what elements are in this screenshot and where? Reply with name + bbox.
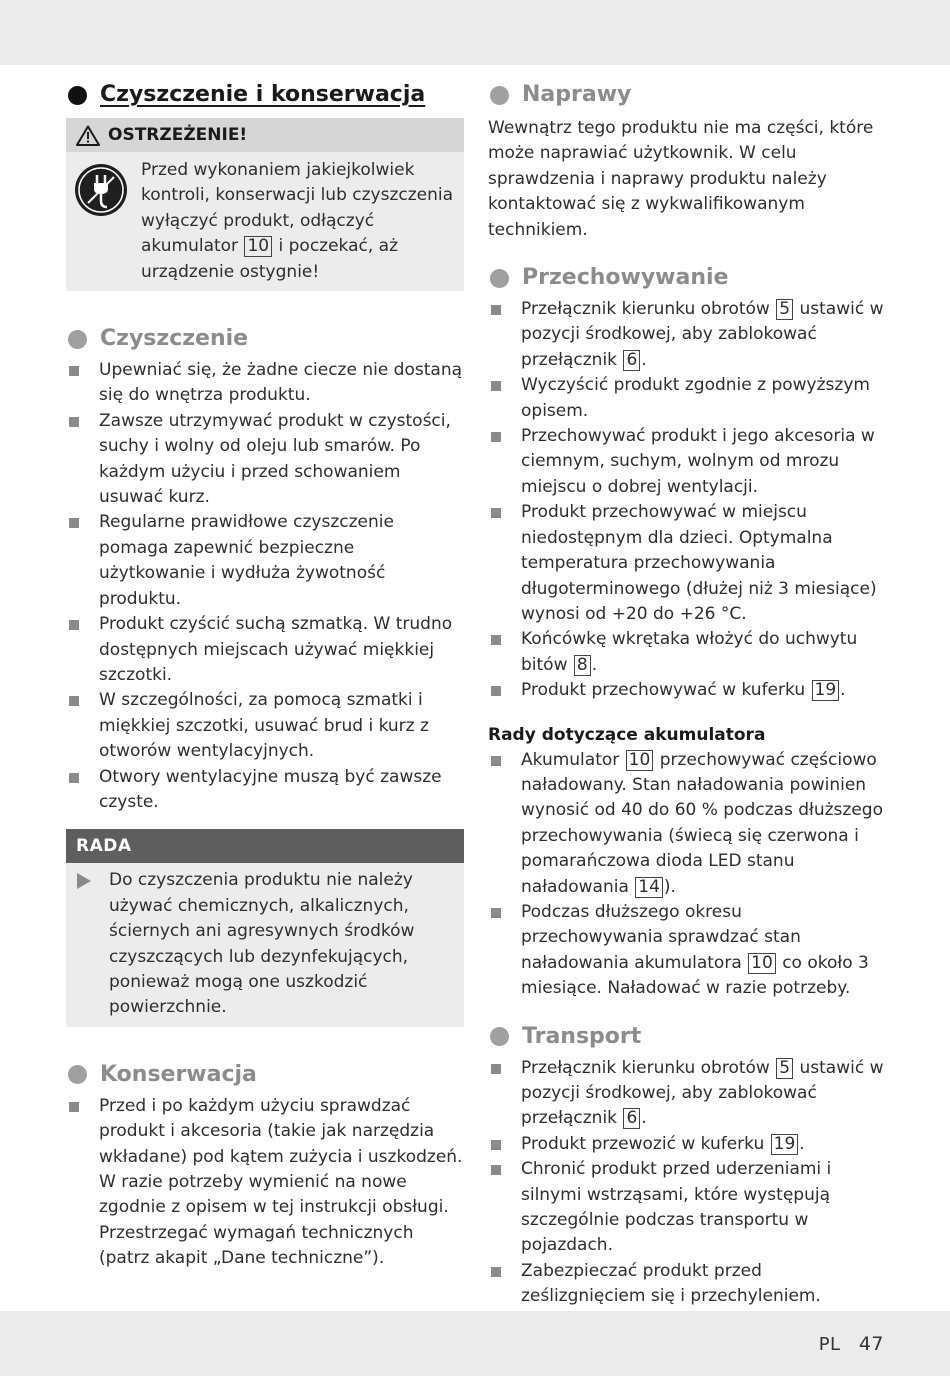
part-ref-box: 10 <box>244 236 272 257</box>
list-item: Wyczyścić produkt zgodnie z powyższym opisem. <box>488 373 888 424</box>
bullet-dot-icon <box>68 86 87 105</box>
arrow-right-icon <box>77 873 91 889</box>
list-item: Produkt przechowywać w kuferku 19 . <box>488 678 888 703</box>
part-ref-box: 6 <box>623 1108 640 1129</box>
language-code: PL <box>818 1334 841 1355</box>
part-ref-box: 10 <box>748 953 776 974</box>
list-item: Przełącznik kierunku obrotów 5 ustawić w pozycji środkowej, aby zablokować przełącznik 6 . <box>488 297 888 373</box>
tip-box <box>66 829 464 1026</box>
bullet-dot-icon <box>490 86 509 105</box>
list-item: Produkt przechowywać w miejscu niedostępnym dla dzieci. Optymalna temperatura przechowywania długoterminowego (dłużej niż 3 miesiące) wynosi od +20 do +26 °C. <box>488 500 888 627</box>
warning-header <box>66 118 464 152</box>
list-item: Produkt przewozić w kuferku 19 . <box>488 1132 888 1157</box>
maintenance-list <box>66 1094 464 1272</box>
battery-list <box>488 748 888 1002</box>
list-item: Podczas dłuższego okresu przechowywania sprawdzać stan naładowania akumulatora 10 co około 3 miesiące. Naładować w razie potrzeby. <box>488 900 888 1002</box>
battery-tips-heading: Rady dotyczące akumulatora <box>488 724 766 745</box>
bullet-dot-icon <box>490 269 509 288</box>
page-footer <box>819 1333 884 1355</box>
disconnect-plug-icon <box>74 163 128 217</box>
warning-box <box>66 118 464 291</box>
list-item: Zawsze utrzymywać produkt w czystości, suchy i wolny od oleju lub smarów. Po każdym użyciu i przed schowaniem usuwać kurz. <box>66 409 464 511</box>
left-column <box>66 80 464 1272</box>
part-ref-box: 10 <box>626 750 654 771</box>
list-item: Przełącznik kierunku obrotów 5 ustawić w pozycji środkowej, aby zablokować przełącznik 6 . <box>488 1056 888 1132</box>
bullet-dot-icon <box>68 330 87 349</box>
warning-triangle-icon <box>76 125 100 146</box>
list-item: Końcówkę wkrętaka włożyć do uchwytu bitów 8 . <box>488 627 888 678</box>
warning-text: Przed wykonaniem jakiejkolwiek kontroli, konserwacji lub czyszczenia wyłączyć produkt, odłączyć akumulator 10 i poczekać, aż urządzenie ostygnie! <box>141 160 454 282</box>
repairs-text: Wewnątrz tego produktu nie ma części, które może naprawiać użytkownik. W celu sprawdzenia i naprawy produktu należy kontaktować się z wykwalifikowanym technikiem. <box>488 118 874 240</box>
transport-list <box>488 1056 888 1310</box>
section-heading-przechowywanie: Przechowywanie <box>488 263 888 293</box>
list-item: Przechowywać produkt i jego akcesoria w ciemnym, suchym, wolnym od mrozu miejscu o dobrej wentylacji. <box>488 424 888 500</box>
list-item: Upewniać się, że żadne ciecze nie dostaną się do wnętrza produktu. <box>66 358 464 409</box>
list-item: Akumulator 10 przechowywać częściowo naładowany. Stan naładowania powinien wynosić od 40 do 60 % podczas dłuższego przechowywania (świecą się czerwona i pomarańczowa dioda LED stanu naładowania 14 ). <box>488 748 888 900</box>
list-item: Chronić produkt przed uderzeniami i silnymi wstrząsami, które występują szczególnie podczas transportu w pojazdach. <box>488 1157 888 1259</box>
part-ref-box: 14 <box>635 877 663 898</box>
list-item: W szczególności, za pomocą szmatki i miękkiej szczotki, usuwać brud i kurz z otworów wentylacyjnych. <box>66 688 464 764</box>
section-heading-konserwacja: Konserwacja <box>66 1060 464 1090</box>
list-item: Produkt czyścić suchą szmatką. W trudno dostępnych miejscach używać miękkiej szczotki. <box>66 612 464 688</box>
list-item: Otwory wentylacyjne muszą być zawsze czyste. <box>66 765 464 816</box>
bullet-dot-icon <box>490 1027 509 1046</box>
bullet-dot-icon <box>68 1065 87 1084</box>
section-heading-transport: Transport <box>488 1022 888 1052</box>
warning-title: OSTRZEŻENIE! <box>108 125 248 145</box>
part-ref-box: 6 <box>623 350 640 371</box>
cleaning-list <box>66 358 464 815</box>
tip-text: Do czyszczenia produktu nie należy używać chemicznych, alkalicznych, ściernych ani agresywnych środków czyszczących lub dezynfekujących, ponieważ mogą one uszkodzić powierzchnie. <box>109 870 415 1018</box>
list-item: Przed i po każdym użyciu sprawdzać produkt i akcesoria (takie jak narzędzia wkładane) pod kątem zużycia i uszkodzeń. W razie potrzeby wymienić na nowe zgodnie z opisem w tej instrukcji obsługi. Przestrzegać wymagań technicznych (patrz akapit „Dane techniczne”). <box>66 1094 464 1272</box>
tip-header: RADA <box>66 829 464 863</box>
top-band <box>0 0 950 65</box>
section-heading-cleaning-maintenance: Czyszczenie i konserwacja <box>66 80 464 110</box>
section-heading-czyszczenie: Czyszczenie <box>66 324 464 354</box>
list-item: Regularne prawidłowe czyszczenie pomaga zapewnić bezpieczne użytkowanie i wydłuża żywotność produktu. <box>66 510 464 612</box>
bottom-band <box>0 1311 950 1376</box>
page-number: 47 <box>858 1333 884 1355</box>
part-ref-box: 19 <box>771 1134 799 1155</box>
warning-body <box>66 152 464 291</box>
part-ref-box: 8 <box>574 655 591 676</box>
part-ref-box: 5 <box>776 299 793 320</box>
right-column <box>488 80 888 1310</box>
section-heading-naprawy: Naprawy <box>488 80 888 110</box>
part-ref-box: 19 <box>812 680 840 701</box>
list-item: Zabezpieczać produkt przed ześlizgnięciem się i przechyleniem. <box>488 1259 888 1310</box>
tip-body <box>66 863 464 1026</box>
part-ref-box: 5 <box>776 1058 793 1079</box>
storage-list <box>488 297 888 704</box>
